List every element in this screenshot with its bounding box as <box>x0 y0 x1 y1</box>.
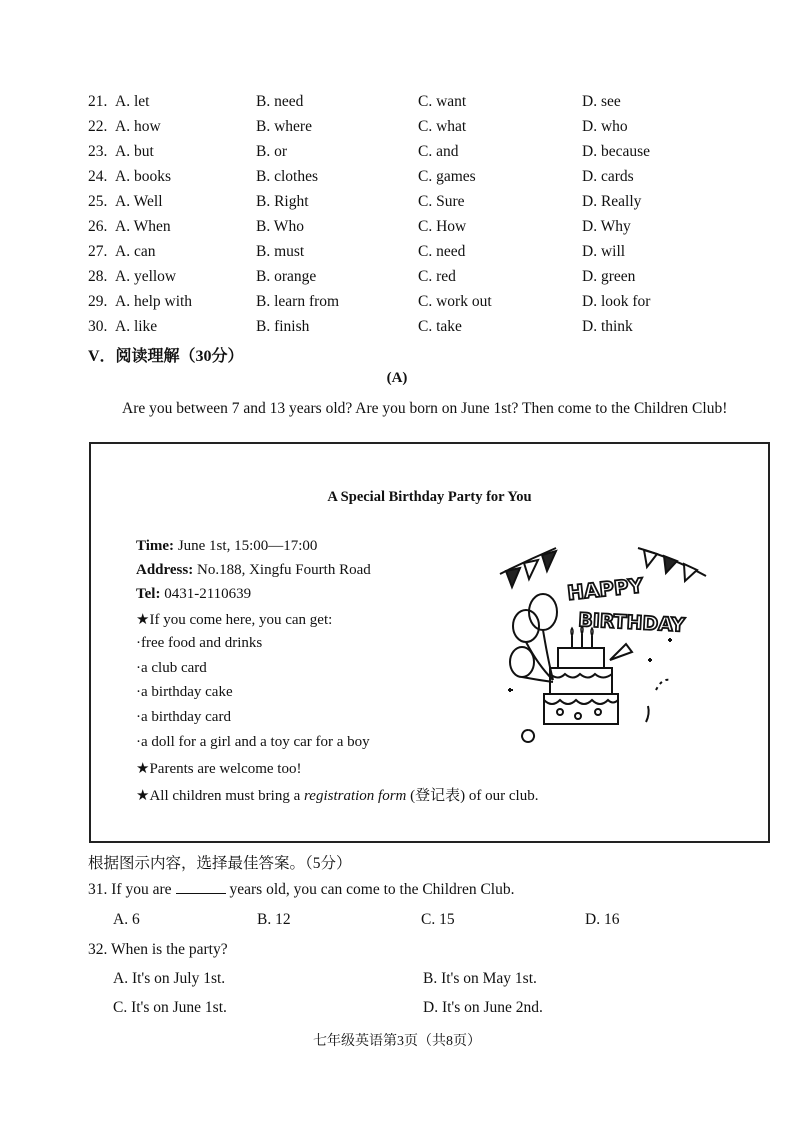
option-num: 23. <box>88 143 108 160</box>
option-b: B. or <box>256 143 287 160</box>
option-c: C. work out <box>418 293 492 310</box>
option-a-text: A. yellow <box>115 268 177 285</box>
option-a-text: A. let <box>115 93 150 110</box>
ad-item: ·a doll for a girl and a toy car for a boy <box>136 734 370 750</box>
option-b: B. where <box>256 118 312 135</box>
q31-post: years old, you can come to the Children Club. <box>229 881 515 898</box>
ad-item: ·a club card <box>136 660 207 676</box>
option-c: C. How <box>418 218 467 235</box>
address-value: No.188, Xingfu Fourth Road <box>196 562 371 578</box>
q31-number: 31. <box>88 881 108 898</box>
option-d: D. see <box>582 93 621 110</box>
option-a-text: A. help with <box>115 293 193 310</box>
option-num: 25. <box>88 193 108 210</box>
option-c: C. take <box>418 318 462 335</box>
ad-must-bring <box>136 784 538 805</box>
option-d: D. cards <box>582 168 634 185</box>
option-c: C. need <box>418 243 466 260</box>
option-num: 26. <box>88 218 108 235</box>
cloze-row-22 <box>0 118 794 140</box>
option-b: B. learn from <box>256 293 340 310</box>
must-suffix: (登记表) of our club. <box>410 788 539 804</box>
question-32: 32. When is the party? <box>88 941 228 958</box>
option-d: D. who <box>582 118 628 135</box>
q32-option-b: B. It's on May 1st. <box>423 970 537 987</box>
ad-tel <box>136 586 251 603</box>
cloze-row-23 <box>0 143 794 165</box>
option-d: D. will <box>582 243 626 260</box>
ad-title: A Special Birthday Party for You <box>327 489 532 505</box>
option-num: 28. <box>88 268 108 285</box>
q31-pre: If you are <box>111 881 172 898</box>
art-birthday-text: BIRTHDAY <box>577 609 686 637</box>
option-num: 30. <box>88 318 108 335</box>
cloze-row-29 <box>0 293 794 315</box>
option-c: C. games <box>418 168 476 185</box>
page-footer: 七年级英语第3页（共8页） <box>313 1034 481 1049</box>
ad-address <box>136 562 371 579</box>
option-a-text: A. but <box>115 143 154 160</box>
q31-option-a: A. 6 <box>113 911 140 928</box>
option-a: 21. <box>88 93 108 110</box>
option-c: C. want <box>418 93 467 110</box>
tel-value: 0431-2110639 <box>164 586 252 602</box>
cloze-row-24 <box>0 168 794 190</box>
option-b: B. Who <box>256 218 304 235</box>
must-prefix: ★All children must bring a <box>136 788 301 804</box>
ad-item: ·a birthday cake <box>136 684 233 700</box>
option-b: B. orange <box>256 268 317 285</box>
option-num: 27. <box>88 243 108 260</box>
option-d: D. because <box>582 143 650 160</box>
option-d: D. Why <box>582 218 631 235</box>
q31-option-d: D. 16 <box>585 911 620 928</box>
ad-item: ·free food and drinks <box>136 635 263 651</box>
art-happy-text: HAPPY <box>566 573 645 605</box>
option-a-text: A. like <box>115 318 158 335</box>
answer-blank <box>176 881 226 894</box>
passage-intro: Are you between 7 and 13 years old? Are you born on June 1st? Then come to the Children Club! <box>122 400 728 417</box>
birthday-illustration <box>498 540 718 755</box>
question-instruction: 根据图示内容，选择最佳答案。（5分） <box>88 855 352 872</box>
option-a-text: A. books <box>115 168 171 185</box>
cloze-row-27 <box>0 243 794 265</box>
option-c: C. Sure <box>418 193 465 210</box>
option-d: D. look for <box>582 293 651 310</box>
option-d: D. think <box>582 318 633 335</box>
option-c: C. what <box>418 118 467 135</box>
time-value: June 1st, 15:00—17:00 <box>177 538 318 554</box>
option-b: B. must <box>256 243 305 260</box>
option-b: B. clothes <box>256 168 318 185</box>
option-b: B. Right <box>256 193 309 210</box>
option-a-text: A. how <box>115 118 161 135</box>
cloze-row-21 <box>0 93 794 115</box>
option-a-text: A. Well <box>115 193 163 210</box>
q32-option-d: D. It's on June 2nd. <box>423 999 543 1016</box>
option-c: C. and <box>418 143 459 160</box>
option-b: B. finish <box>256 318 310 335</box>
q32-option-a: A. It's on July 1st. <box>113 970 226 987</box>
cloze-row-30 <box>0 318 794 340</box>
option-a-text: A. can <box>115 243 156 260</box>
option-d: D. Really <box>582 193 642 210</box>
option-num: 29. <box>88 293 108 310</box>
option-num: 24. <box>88 168 108 185</box>
option-a-text: A. When <box>115 218 171 235</box>
cloze-row-28 <box>0 268 794 290</box>
cloze-row-25 <box>0 193 794 215</box>
ad-time <box>136 538 317 555</box>
section-heading: V．阅读理解（30分） <box>88 348 244 365</box>
ad-get-line: ★If you come here, you can get: <box>136 612 333 628</box>
option-d: D. green <box>582 268 636 285</box>
ad-item: ·a birthday card <box>136 709 231 725</box>
option-c: C. red <box>418 268 456 285</box>
question-31 <box>88 881 514 899</box>
ad-parents: ★Parents are welcome too! <box>136 761 302 777</box>
time-label: Time: <box>136 538 175 554</box>
cloze-row-26 <box>0 218 794 240</box>
passage-label: (A) <box>386 370 408 386</box>
option-num: 22. <box>88 118 108 135</box>
q32-option-c: C. It's on June 1st. <box>113 999 227 1016</box>
q31-option-c: C. 15 <box>421 911 455 928</box>
tel-label: Tel: <box>136 586 161 602</box>
registration-form-term: registration form <box>304 788 407 804</box>
option-b: B. need <box>256 93 304 110</box>
q31-option-b: B. 12 <box>257 911 291 928</box>
address-label: Address: <box>136 562 194 578</box>
